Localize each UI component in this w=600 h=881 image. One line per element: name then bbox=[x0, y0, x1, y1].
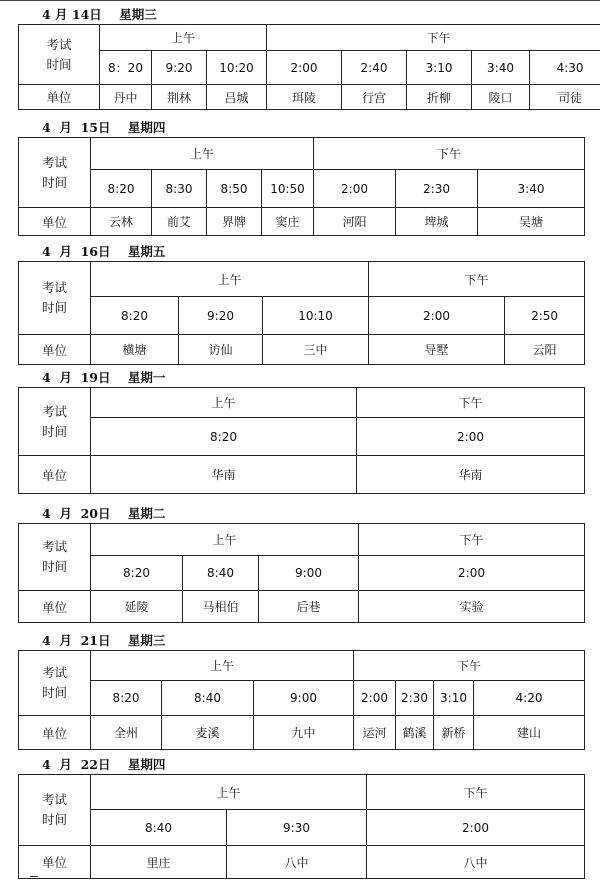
day-header: 4 月 14日 星期三 bbox=[42, 7, 157, 22]
exam-time-label bbox=[19, 25, 100, 85]
exam-time-cell: 4:20 bbox=[474, 681, 585, 716]
unit-cell: 九中 bbox=[254, 716, 354, 750]
exam-time-cell: 8:40 bbox=[162, 681, 254, 716]
exam-time-cell: 8:20 bbox=[91, 297, 179, 335]
unit-cell: 麦溪 bbox=[162, 716, 254, 750]
exam-time-cell: 8：20 bbox=[100, 51, 152, 85]
schedule-table bbox=[18, 261, 585, 365]
exam-time-cell: 3:40 bbox=[478, 170, 585, 208]
day-header: 4 月 20日 星期二 bbox=[42, 506, 166, 521]
exam-time-cell: 2:30 bbox=[396, 170, 478, 208]
exam-time-cell: 9:30 bbox=[227, 810, 367, 846]
exam-time-label bbox=[19, 775, 91, 846]
unit-cell: 三中 bbox=[263, 335, 369, 365]
unit-cell: 延陵 bbox=[91, 591, 183, 623]
morning-header: 上午 bbox=[100, 25, 267, 51]
exam-time-cell: 10:20 bbox=[207, 51, 267, 85]
afternoon-header: 下午 bbox=[354, 651, 585, 681]
unit-cell: 八中 bbox=[227, 846, 367, 879]
unit-cell: 埤城 bbox=[396, 208, 478, 236]
exam-time-label-line2: 时间 bbox=[41, 423, 67, 439]
exam-time-label-line2: 时间 bbox=[41, 174, 67, 190]
exam-time-cell: 3:10 bbox=[407, 51, 472, 85]
exam-time-cell: 8:20 bbox=[91, 681, 162, 716]
unit-cell: 导墅 bbox=[369, 335, 505, 365]
exam-time-label-line1: 考试 bbox=[41, 154, 67, 170]
exam-time-cell: 8:40 bbox=[91, 810, 227, 846]
exam-time-label-line2: 时间 bbox=[41, 685, 67, 700]
unit-cell: 折柳 bbox=[407, 85, 472, 110]
exam-time-label-line2: 时间 bbox=[46, 56, 72, 72]
exam-time-cell: 8:50 bbox=[207, 170, 262, 208]
afternoon-header: 下午 bbox=[267, 25, 600, 51]
morning-header: 上午 bbox=[91, 262, 369, 297]
unit-cell: 河阳 bbox=[314, 208, 396, 236]
exam-time-cell: 4:30 bbox=[530, 51, 600, 85]
exam-time-label-line1: 考试 bbox=[41, 792, 67, 807]
afternoon-header: 下午 bbox=[314, 138, 585, 170]
exam-time-cell: 8:30 bbox=[152, 170, 207, 208]
unit-cell: 界牌 bbox=[207, 208, 262, 236]
morning-header: 上午 bbox=[91, 775, 367, 810]
exam-time-cell: 2:00 bbox=[369, 297, 505, 335]
exam-time-cell: 10:50 bbox=[262, 170, 314, 208]
unit-cell: 吕城 bbox=[207, 85, 267, 110]
unit-cell: 窦庄 bbox=[262, 208, 314, 236]
exam-time-cell: 8:40 bbox=[183, 556, 259, 591]
day-header: 4 月 22日 星期四 bbox=[42, 757, 166, 772]
exam-time-cell: 9:00 bbox=[254, 681, 354, 716]
schedule-table bbox=[18, 137, 585, 236]
afternoon-header: 下午 bbox=[369, 262, 585, 297]
exam-time-cell: 2:00 bbox=[314, 170, 396, 208]
morning-header: 上午 bbox=[91, 651, 354, 681]
schedule-table bbox=[18, 774, 585, 879]
unit-cell: 里庄 bbox=[91, 846, 227, 879]
exam-time-cell: 2:00 bbox=[367, 810, 585, 846]
exam-time-label-line2: 时间 bbox=[41, 559, 67, 574]
exam-time-cell: 2:00 bbox=[354, 681, 396, 716]
schedule-table bbox=[18, 523, 585, 623]
day-header: 4 月 15日 星期四 bbox=[42, 120, 166, 135]
afternoon-header: 下午 bbox=[367, 775, 585, 810]
exam-time-cell: 2:50 bbox=[505, 297, 585, 335]
exam-time-label-line2: 时间 bbox=[41, 812, 67, 827]
unit-cell: 运河 bbox=[354, 716, 396, 750]
exam-time-label-line1: 考试 bbox=[41, 539, 67, 554]
unit-cell: 行宫 bbox=[342, 85, 407, 110]
unit-label: 单位 bbox=[19, 208, 91, 236]
unit-cell: 陵口 bbox=[472, 85, 530, 110]
unit-cell: 新桥 bbox=[434, 716, 474, 750]
unit-cell: 前艾 bbox=[152, 208, 207, 236]
unit-cell: 建山 bbox=[474, 716, 585, 750]
schedule-table bbox=[18, 650, 585, 750]
morning-header: 上午 bbox=[91, 388, 357, 418]
exam-time-cell: 8:20 bbox=[91, 170, 152, 208]
unit-cell: 马相伯 bbox=[183, 591, 259, 623]
exam-time-cell: 10:10 bbox=[263, 297, 369, 335]
exam-time-label bbox=[19, 524, 91, 591]
unit-cell: 后巷 bbox=[259, 591, 359, 623]
afternoon-header: 下午 bbox=[357, 388, 585, 418]
unit-cell: 八中 bbox=[367, 846, 585, 879]
exam-time-cell: 2:00 bbox=[267, 51, 342, 85]
unit-cell: 鹤溪 bbox=[396, 716, 434, 750]
unit-cell: 横塘 bbox=[91, 335, 179, 365]
exam-time-label bbox=[19, 262, 91, 335]
exam-time-label-line1: 考试 bbox=[41, 665, 67, 680]
unit-cell: 全州 bbox=[91, 716, 162, 750]
page-mark bbox=[30, 876, 38, 877]
exam-time-cell: 9:20 bbox=[179, 297, 263, 335]
unit-label: 单位 bbox=[19, 591, 91, 623]
morning-header: 上午 bbox=[91, 138, 314, 170]
unit-cell: 丹中 bbox=[100, 85, 152, 110]
exam-time-label-line1: 考试 bbox=[46, 36, 72, 52]
exam-time-cell: 2:40 bbox=[342, 51, 407, 85]
schedule-table bbox=[18, 24, 600, 110]
schedule-table bbox=[18, 387, 585, 494]
exam-time-label-line1: 考试 bbox=[41, 280, 67, 295]
exam-time-label bbox=[19, 388, 91, 456]
exam-time-cell: 2:00 bbox=[359, 556, 585, 591]
unit-label: 单位 bbox=[19, 846, 91, 879]
unit-cell: 荆林 bbox=[152, 85, 207, 110]
unit-cell: 实验 bbox=[359, 591, 585, 623]
day-header: 4 月 19日 星期一 bbox=[42, 370, 166, 385]
unit-label: 单位 bbox=[19, 456, 91, 494]
morning-header: 上午 bbox=[91, 524, 359, 556]
exam-time-cell: 3:10 bbox=[434, 681, 474, 716]
afternoon-header: 下午 bbox=[359, 524, 585, 556]
exam-time-label-line2: 时间 bbox=[41, 300, 67, 315]
unit-cell: 华南 bbox=[91, 456, 357, 494]
exam-time-cell: 8:20 bbox=[91, 418, 357, 456]
unit-cell: 华南 bbox=[357, 456, 585, 494]
unit-cell: 云阳 bbox=[505, 335, 585, 365]
exam-time-cell: 2:30 bbox=[396, 681, 434, 716]
exam-time-cell: 3:40 bbox=[472, 51, 530, 85]
exam-time-label bbox=[19, 651, 91, 716]
unit-cell: 访仙 bbox=[179, 335, 263, 365]
exam-time-cell: 9:00 bbox=[259, 556, 359, 591]
exam-time-cell: 9:20 bbox=[152, 51, 207, 85]
exam-time-cell: 8:20 bbox=[91, 556, 183, 591]
unit-cell: 吴塘 bbox=[478, 208, 585, 236]
top-rule bbox=[0, 0, 600, 1]
unit-label: 单位 bbox=[19, 85, 100, 110]
exam-time-label-line1: 考试 bbox=[41, 403, 67, 419]
unit-cell: 珥陵 bbox=[267, 85, 342, 110]
unit-cell: 云林 bbox=[91, 208, 152, 236]
unit-cell: 司徒 bbox=[530, 85, 600, 110]
unit-label: 单位 bbox=[19, 716, 91, 750]
exam-time-label bbox=[19, 138, 91, 208]
day-header: 4 月 21日 星期三 bbox=[42, 633, 166, 648]
exam-time-cell: 2:00 bbox=[357, 418, 585, 456]
day-header: 4 月 16日 星期五 bbox=[42, 244, 166, 259]
unit-label: 单位 bbox=[19, 335, 91, 365]
